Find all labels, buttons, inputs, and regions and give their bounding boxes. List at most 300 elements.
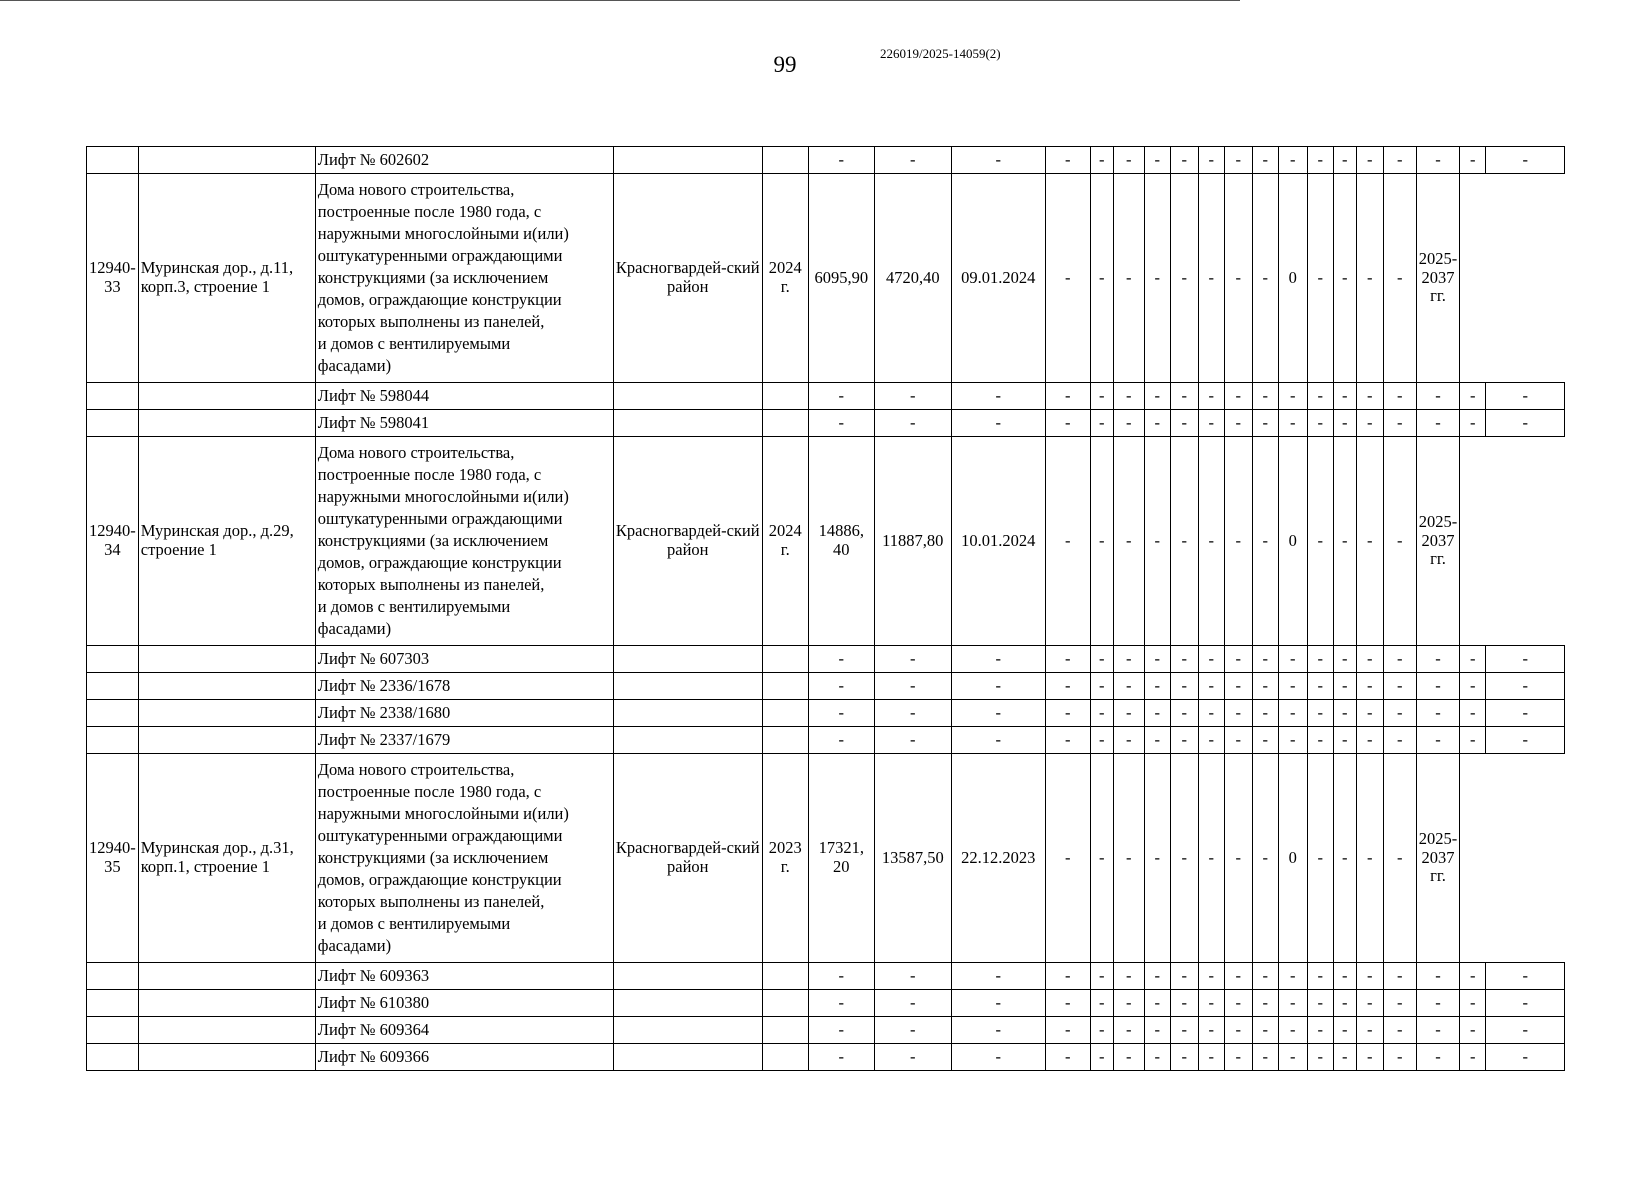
mark-cell: - [1224,963,1252,990]
description-line: фасадами) [317,935,392,955]
mark-cell: - [1090,174,1113,383]
year-cell [762,410,808,437]
object-area-total: 17321, 20 [808,754,874,963]
mark-cell: - [1416,410,1460,437]
mark-cell: - [1333,673,1356,700]
mark-cell: - [808,1044,874,1071]
mark-cell: - [1198,437,1224,646]
mark-cell: - [1278,727,1307,754]
object-district: Красногвардей-ский район [613,754,762,963]
mark-cell: - [1045,754,1090,963]
lift-row [87,646,1565,673]
lift-name: Лифт № 598044 [315,383,613,410]
mark-cell: - [1416,673,1460,700]
mark-cell: - [1333,174,1356,383]
mark-cell: - [1307,410,1333,437]
mark-cell: - [1252,990,1278,1017]
mark-cell: - [874,963,951,990]
mark-cell: - [1486,147,1565,174]
description-line: которых выполнены из панелей, [317,311,545,331]
mark-cell: - [1252,700,1278,727]
mark-cell: - [1356,700,1383,727]
description-line: наружными многослойными и(или) [317,487,569,507]
mark-cell: - [1416,990,1460,1017]
mark-cell: - [874,1017,951,1044]
mark-cell: - [874,646,951,673]
year-cell [762,700,808,727]
mark-cell: - [1224,383,1252,410]
mark-cell: - [808,1017,874,1044]
mark-cell: - [951,383,1045,410]
mark-cell: - [1113,1044,1144,1071]
mark-cell: - [1307,673,1333,700]
mark-cell: - [1460,963,1486,990]
address-cell [138,1044,315,1071]
address-cell [138,700,315,727]
id-cell [87,727,139,754]
mark-cell: - [1486,1044,1565,1071]
mark-cell: - [1333,147,1356,174]
mark-cell: - [1486,963,1565,990]
description-line: Дома нового строительства, [317,180,515,200]
mark-cell: - [1170,646,1198,673]
mark-cell: - [1144,174,1170,383]
mark-cell: - [1198,673,1224,700]
mark-cell: - [1198,1017,1224,1044]
mark-cell: - [1416,383,1460,410]
mark-cell: 0 [1278,174,1307,383]
year-cell [762,1044,808,1071]
mark-cell: - [1144,963,1170,990]
mark-cell: - [1356,147,1383,174]
description-line: построенные после 1980 года, с [317,465,542,485]
id-cell [87,700,139,727]
mark-cell: - [808,990,874,1017]
mark-cell: - [1113,990,1144,1017]
mark-cell: - [1383,673,1416,700]
mark-cell: - [1198,963,1224,990]
description-line: и домов с вентилируемыми [317,596,511,616]
mark-cell: - [1486,700,1565,727]
mark-cell: - [951,673,1045,700]
mark-cell: - [874,990,951,1017]
description-line: фасадами) [317,618,392,638]
mark-cell: - [1356,437,1383,646]
mark-cell: - [1307,727,1333,754]
mark-cell: - [808,963,874,990]
mark-cell: - [1144,727,1170,754]
mark-cell: - [1045,437,1090,646]
object-address: Муринская дор., д.29, строение 1 [138,437,315,646]
mark-cell: - [1090,673,1113,700]
lift-row [87,727,1565,754]
mark-cell: - [1278,963,1307,990]
mark-cell: - [1356,963,1383,990]
mark-cell: - [808,700,874,727]
year-cell [762,990,808,1017]
mark-cell: - [1416,646,1460,673]
mark-cell: - [1113,147,1144,174]
mark-cell: - [1333,700,1356,727]
mark-cell: - [1383,963,1416,990]
mark-cell: - [1198,383,1224,410]
mark-cell: - [1170,700,1198,727]
mark-cell: - [1170,147,1198,174]
district-cell [613,727,762,754]
mark-cell: - [1090,383,1113,410]
district-cell [613,990,762,1017]
mark-cell: - [1224,1017,1252,1044]
mark-cell: - [1356,673,1383,700]
mark-cell: - [808,673,874,700]
mark-cell: - [874,673,951,700]
district-cell [613,410,762,437]
mark-cell: - [1307,646,1333,673]
mark-cell: - [1090,147,1113,174]
mark-cell: - [1460,147,1486,174]
mark-cell: - [1090,437,1113,646]
lift-row [87,147,1565,174]
table-body [87,147,1565,1071]
mark-cell: - [1045,700,1090,727]
mark-cell: - [1170,754,1198,963]
mark-cell: - [1090,963,1113,990]
description-line: оштукатуренными ограждающими [317,509,563,529]
object-description [315,437,613,646]
mark-cell: - [874,147,951,174]
address-cell [138,963,315,990]
object-id: 12940-33 [87,174,139,383]
lift-row [87,990,1565,1017]
mark-cell: - [1356,383,1383,410]
mark-cell: - [1224,990,1252,1017]
id-cell [87,410,139,437]
mark-cell: - [1307,437,1333,646]
mark-cell: - [1307,383,1333,410]
id-cell [87,1044,139,1071]
mark-cell: - [1113,754,1144,963]
mark-cell: - [1170,1017,1198,1044]
mark-cell: - [1144,383,1170,410]
mark-cell: - [1045,727,1090,754]
mark-cell: - [874,1044,951,1071]
mark-cell: - [1333,1017,1356,1044]
mark-cell: - [1252,963,1278,990]
mark-cell: - [874,383,951,410]
mark-cell: - [1170,1044,1198,1071]
mark-cell: - [1090,990,1113,1017]
object-date: 22.12.2023 [951,754,1045,963]
object-description [315,754,613,963]
mark-cell: - [1416,1044,1460,1071]
mark-cell: - [874,410,951,437]
mark-cell: - [951,700,1045,727]
mark-cell: - [1416,700,1460,727]
mark-cell: - [951,646,1045,673]
mark-cell: - [1356,754,1383,963]
lift-row [87,1044,1565,1071]
object-id: 12940-35 [87,754,139,963]
lift-name: Лифт № 602602 [315,147,613,174]
id-cell [87,147,139,174]
mark-cell: - [1416,727,1460,754]
mark-cell: - [1170,673,1198,700]
mark-cell: - [1224,1044,1252,1071]
mark-cell: - [1278,700,1307,727]
mark-cell: - [951,410,1045,437]
mark-cell: - [808,646,874,673]
mark-cell: - [1170,727,1198,754]
mark-cell: - [1383,437,1416,646]
mark-cell: - [1278,147,1307,174]
lift-name: Лифт № 609366 [315,1044,613,1071]
registry-table [86,146,1565,1071]
mark-cell: - [1113,700,1144,727]
object-year: 2024 г. [762,437,808,646]
object-row [87,437,1565,646]
description-line: наружными многослойными и(или) [317,804,569,824]
mark-cell: - [1356,174,1383,383]
mark-cell: - [1224,410,1252,437]
mark-cell: - [1460,646,1486,673]
mark-cell: - [1045,410,1090,437]
mark-cell: - [1090,1044,1113,1071]
object-address: Муринская дор., д.31, корп.1, строение 1 [138,754,315,963]
mark-cell: - [1144,437,1170,646]
id-cell [87,646,139,673]
mark-cell: - [1333,437,1356,646]
mark-cell: - [1383,174,1416,383]
description-line: фасадами) [317,355,392,375]
lift-row [87,963,1565,990]
mark-cell: - [1460,410,1486,437]
object-district: Красногвардей-ский район [613,174,762,383]
mark-cell: - [1045,990,1090,1017]
mark-cell: - [1486,673,1565,700]
year-cell [762,147,808,174]
mark-cell: - [1113,174,1144,383]
address-cell [138,673,315,700]
description-line: которых выполнены из панелей, [317,574,545,594]
address-cell [138,727,315,754]
object-year: 2024 г. [762,174,808,383]
mark-cell: - [1460,1044,1486,1071]
mark-cell: - [808,383,874,410]
mark-cell: - [1486,727,1565,754]
object-period: 2025-2037 гг. [1416,437,1460,646]
year-cell [762,383,808,410]
mark-cell: - [1144,1044,1170,1071]
district-cell [613,646,762,673]
mark-cell: - [1356,646,1383,673]
lift-row [87,1017,1565,1044]
mark-cell: - [1486,646,1565,673]
mark-cell: - [1090,646,1113,673]
object-area-total: 6095,90 [808,174,874,383]
mark-cell: - [1113,727,1144,754]
mark-cell: - [1252,673,1278,700]
address-cell [138,1017,315,1044]
mark-cell: - [1383,1017,1416,1044]
mark-cell: - [1307,963,1333,990]
mark-cell: - [1170,383,1198,410]
mark-cell: - [1144,410,1170,437]
document-id: 226019/2025-14059(2) [880,46,1001,61]
mark-cell: - [1090,727,1113,754]
description-line: конструкциями (за исключением [317,848,549,868]
lift-name: Лифт № 2338/1680 [315,700,613,727]
mark-cell: - [1486,1017,1565,1044]
mark-cell: - [1045,147,1090,174]
mark-cell: - [1278,383,1307,410]
mark-cell: - [1045,673,1090,700]
mark-cell: - [1383,700,1416,727]
id-cell [87,1017,139,1044]
lift-name: Лифт № 2337/1679 [315,727,613,754]
mark-cell: - [1356,727,1383,754]
mark-cell: - [1045,174,1090,383]
lift-name: Лифт № 2336/1678 [315,673,613,700]
mark-cell: - [1090,1017,1113,1044]
mark-cell: - [1045,1044,1090,1071]
lift-row [87,383,1565,410]
mark-cell: - [1170,410,1198,437]
mark-cell: - [1383,147,1416,174]
district-cell [613,673,762,700]
mark-cell: - [1383,727,1416,754]
object-period: 2025-2037 гг. [1416,754,1460,963]
mark-cell: - [1144,1017,1170,1044]
mark-cell: - [1307,174,1333,383]
description-line: построенные после 1980 года, с [317,202,542,222]
mark-cell: - [1460,990,1486,1017]
object-area-living: 4720,40 [874,174,951,383]
mark-cell: - [1307,990,1333,1017]
mark-cell: - [1460,1017,1486,1044]
mark-cell: - [874,700,951,727]
mark-cell: - [951,727,1045,754]
mark-cell: - [1170,437,1198,646]
year-cell [762,646,808,673]
mark-cell: - [1198,147,1224,174]
mark-cell: - [1224,754,1252,963]
mark-cell: - [1460,700,1486,727]
district-cell [613,963,762,990]
mark-cell: - [1113,646,1144,673]
object-area-living: 13587,50 [874,754,951,963]
mark-cell: - [1144,754,1170,963]
lift-name: Лифт № 610380 [315,990,613,1017]
mark-cell: - [1486,383,1565,410]
mark-cell: - [1333,646,1356,673]
mark-cell: - [1252,727,1278,754]
mark-cell: - [1383,410,1416,437]
mark-cell: - [1307,147,1333,174]
description-line: Дома нового строительства, [317,443,515,463]
object-period: 2025-2037 гг. [1416,174,1460,383]
mark-cell: - [1198,174,1224,383]
mark-cell: - [1416,147,1460,174]
description-line: которых выполнены из панелей, [317,891,545,911]
mark-cell: - [1090,754,1113,963]
description-line: домов, ограждающие конструкции [317,289,562,309]
description-line: оштукатуренными ограждающими [317,826,563,846]
page-number: 99 [773,52,797,77]
mark-cell: - [1278,646,1307,673]
mark-cell: - [1252,646,1278,673]
mark-cell: - [1144,990,1170,1017]
mark-cell: 0 [1278,754,1307,963]
mark-cell: - [1278,1044,1307,1071]
year-cell [762,727,808,754]
mark-cell: - [951,1017,1045,1044]
mark-cell: - [1224,437,1252,646]
district-cell [613,1017,762,1044]
mark-cell: - [1333,963,1356,990]
mark-cell: - [1486,410,1565,437]
object-date: 10.01.2024 [951,437,1045,646]
mark-cell: - [1252,1044,1278,1071]
mark-cell: - [1333,990,1356,1017]
mark-cell: - [1198,700,1224,727]
mark-cell: - [1090,410,1113,437]
mark-cell: - [1224,174,1252,383]
mark-cell: - [951,1044,1045,1071]
mark-cell: - [1252,1017,1278,1044]
object-area-total: 14886, 40 [808,437,874,646]
mark-cell: - [1356,1044,1383,1071]
mark-cell: - [1144,673,1170,700]
mark-cell: - [1383,646,1416,673]
address-cell [138,410,315,437]
description-line: домов, ограждающие конструкции [317,869,562,889]
mark-cell: - [1045,646,1090,673]
district-cell [613,383,762,410]
mark-cell: - [1307,1017,1333,1044]
mark-cell: - [1113,1017,1144,1044]
mark-cell: - [1198,1044,1224,1071]
id-cell [87,963,139,990]
mark-cell: - [1144,147,1170,174]
object-area-living: 11887,80 [874,437,951,646]
mark-cell: - [1333,1044,1356,1071]
description-line: и домов с вентилируемыми [317,913,511,933]
description-line: конструкциями (за исключением [317,531,549,551]
mark-cell: - [1333,754,1356,963]
year-cell [762,673,808,700]
mark-cell: - [951,963,1045,990]
mark-cell: - [808,727,874,754]
lift-name: Лифт № 598041 [315,410,613,437]
address-cell [138,383,315,410]
mark-cell: - [1224,727,1252,754]
mark-cell: - [1113,673,1144,700]
mark-cell: - [874,727,951,754]
id-cell [87,990,139,1017]
mark-cell: - [951,147,1045,174]
mark-cell: - [1198,727,1224,754]
mark-cell: - [1278,410,1307,437]
object-address: Муринская дор., д.11, корп.3, строение 1 [138,174,315,383]
mark-cell: - [1307,754,1333,963]
mark-cell: - [808,410,874,437]
mark-cell: - [1307,1044,1333,1071]
mark-cell: - [1224,646,1252,673]
mark-cell: - [1460,383,1486,410]
mark-cell: - [1307,700,1333,727]
mark-cell: - [1170,963,1198,990]
mark-cell: - [1045,383,1090,410]
